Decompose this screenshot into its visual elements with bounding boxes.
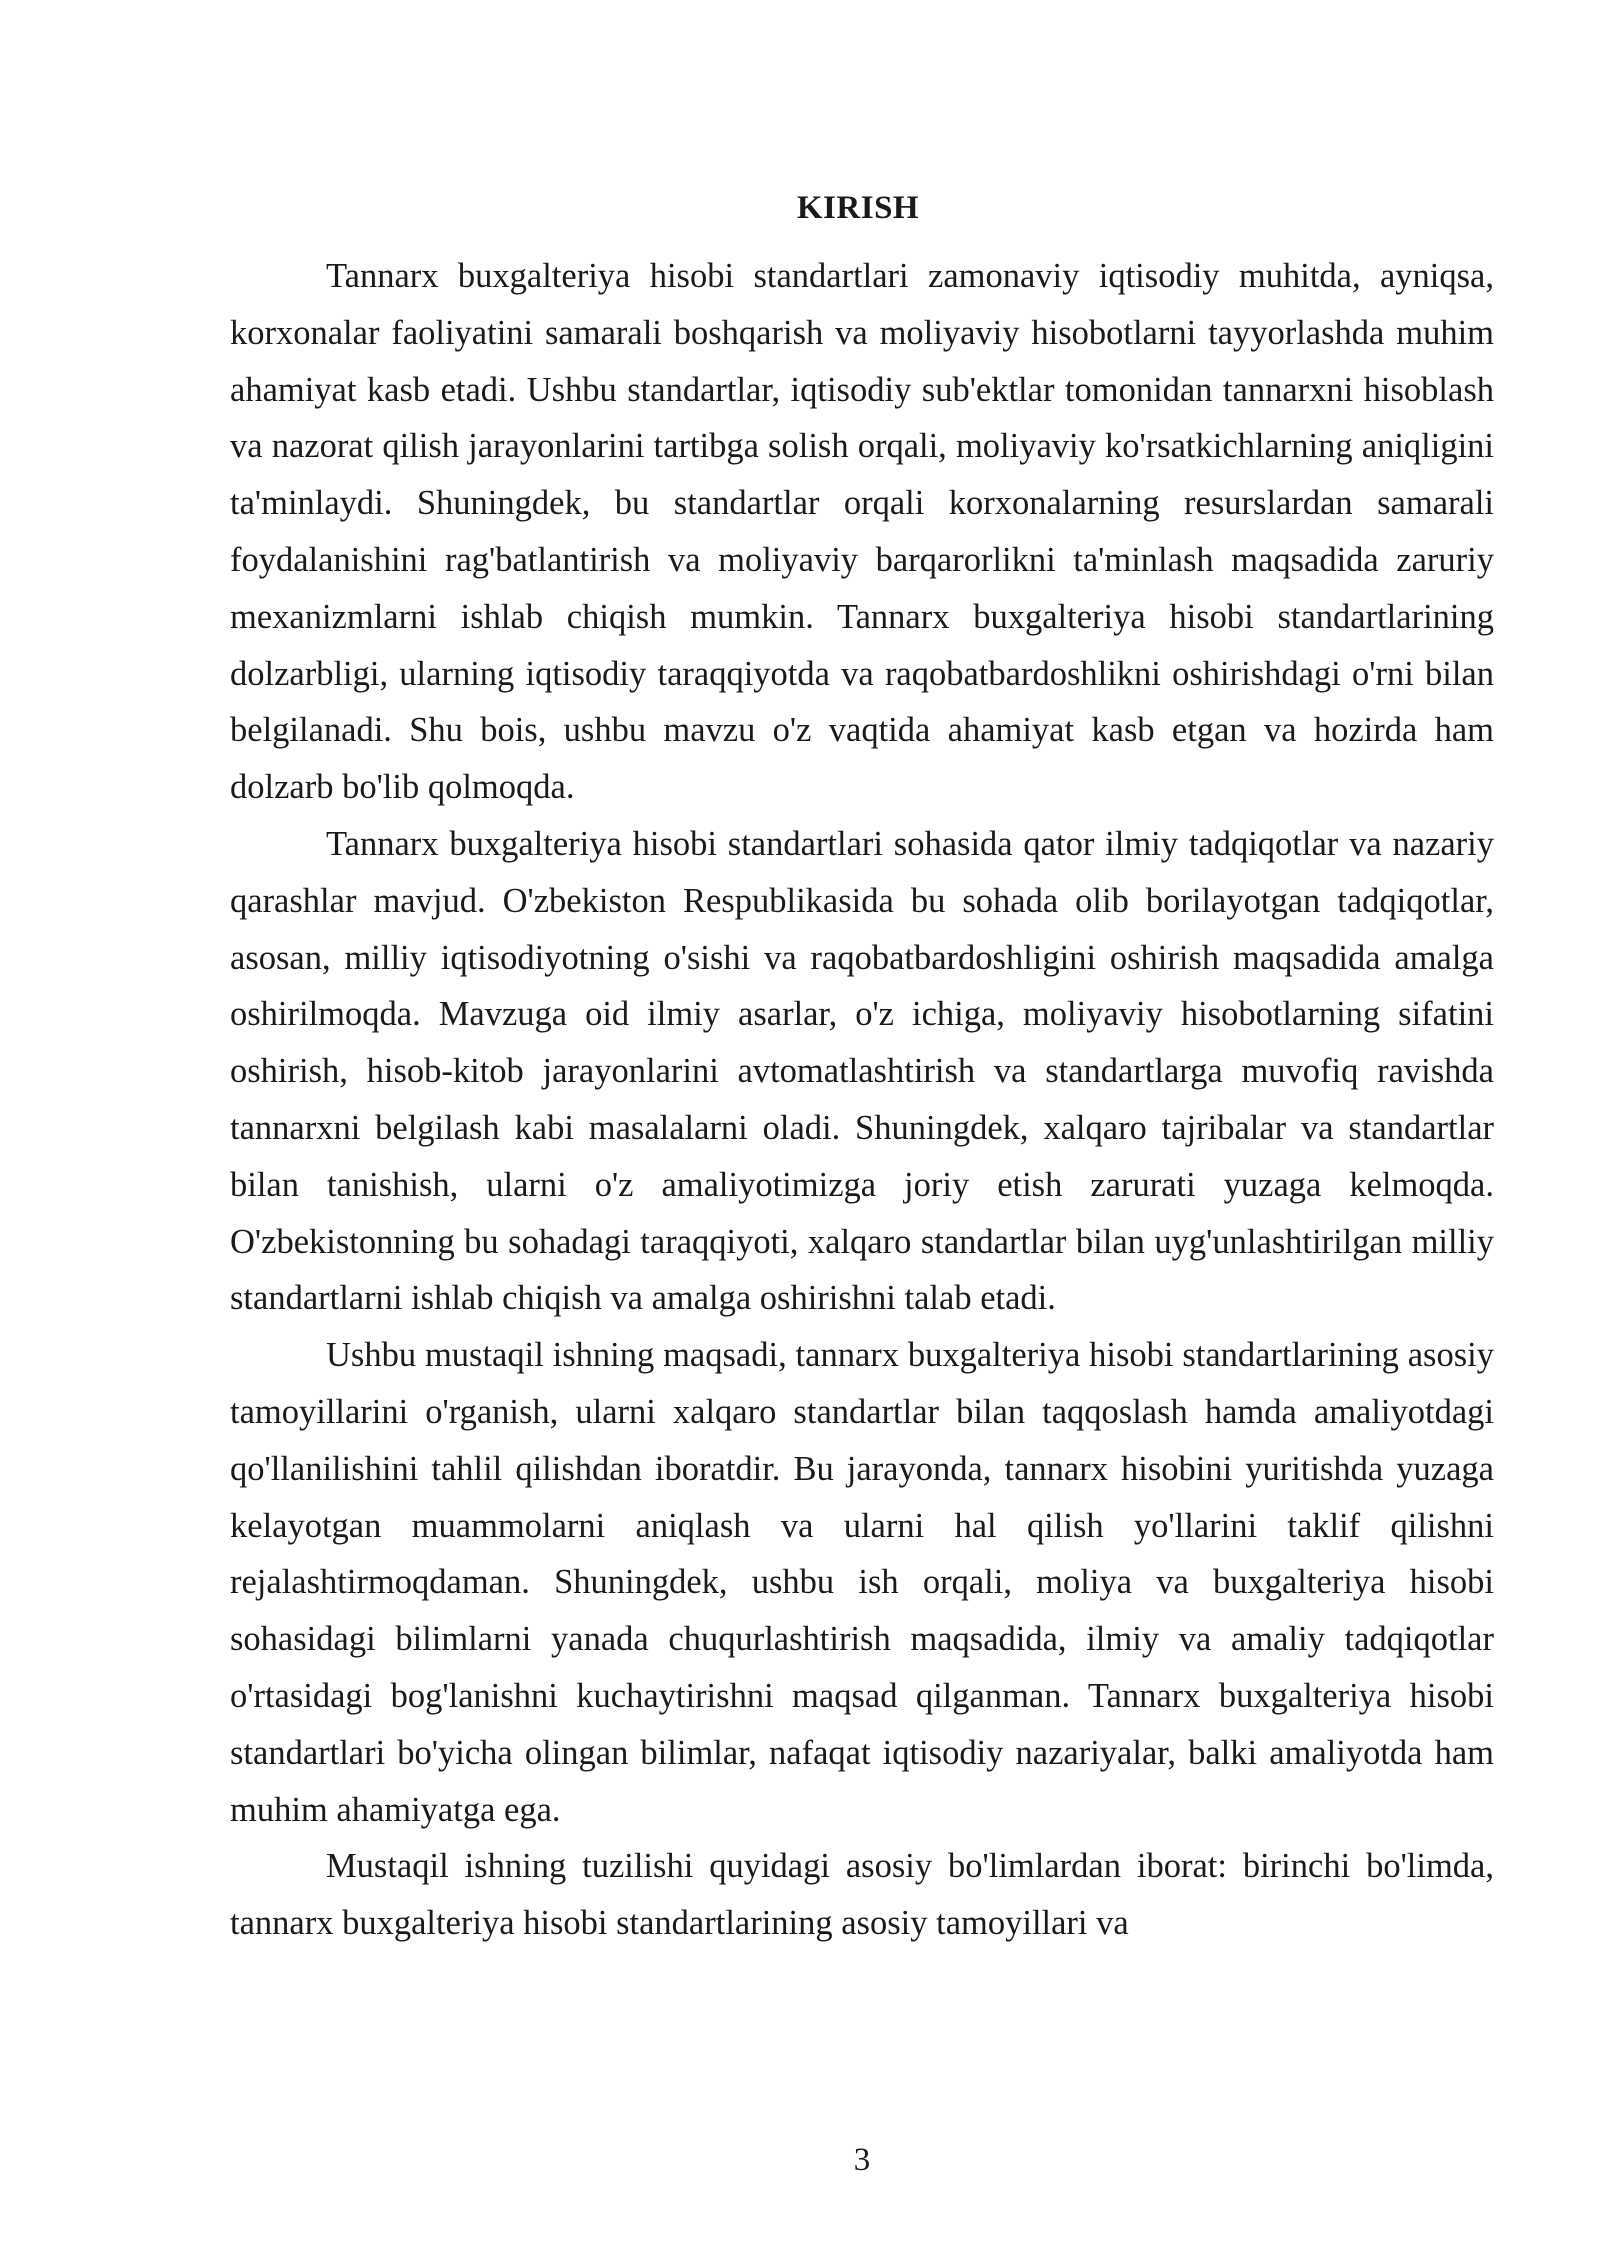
document-body (230, 248, 1494, 1952)
page-number: 3 (853, 2142, 871, 2178)
page-title: KIRISH (796, 190, 920, 227)
paragraph-2: Tannarx buxgalteriya hisobi standartlari sohasida qator ilmiy tadqiqotlar va nazariy qarashlar mavjud. O'zbekiston Respublikasida bu sohada olib borilayotgan tadqiqotlar, asosan, milliy iqtisodiyotning o'sishi va raqobatbardoshligini oshirish maqsadida amalga oshirilmoqda. Mavzuga oid ilmiy asarlar, o'z ichiga, moliyaviy hisobotlarning sifatini oshirish, hisob-kitob jarayonlarini avtomatlashtirish va standartlarga muvofiq ravishda tannarxni belgilash kabi masalalarni oladi. Shuningdek, xalqaro tajribalar va standartlar bilan tanishish, ularni o'z amaliyotimizga joriy etish zarurati yuzaga kelmoqda. O'zbekistonning bu sohadagi taraqqiyoti, xalqaro standartlar bilan uyg'unlashtirilgan milliy standartlarni ishlab chiqish va amalga oshirishni talab etadi. (230, 824, 1494, 1318)
paragraph-3: Ushbu mustaqil ishning maqsadi, tannarx buxgalteriya hisobi standartlarining asosiy tamoyillarini o'rganish, ularni xalqaro standartlar bilan taqqoslash hamda amaliyotdagi qo'llanilishini tahlil qilishdan iboratdir. Bu jarayonda, tannarx hisobini yuritishda yuzaga kelayotgan muammolarni aniqlash va ularni hal qilish yo'llarini taklif qilishni rejalashtirmoqdaman. Shuningdek, ushbu ish orqali, moliya va buxgalteriya hisobi sohasidagi bilimlarni yanada chuqurlashtirish maqsadida, ilmiy va amaliy tadqiqotlar o'rtasidagi bog'lanishni kuchaytirishni maqsad qilganman. Tannarx buxgalteriya hisobi standartlari bo'yicha olingan bilimlar, nafaqat iqtisodiy nazariyalar, balki amaliyotda ham muhim ahamiyatga ega. (230, 1336, 1494, 1829)
paragraph-1: Tannarx buxgalteriya hisobi standartlari zamonaviy iqtisodiy muhitda, ayniqsa, korxonalar faoliyatini samarali boshqarish va moliyaviy hisobotlarni tayyorlashda muhim ahamiyat kasb etadi. Ushbu standartlar, iqtisodiy sub'ektlar tomonidan tannarxni hisoblash va nazorat qilish jarayonlarini tartibga solish orqali, moliyaviy ko'rsatkichlarning aniqligini ta'minlaydi. Shuningdek, bu standartlar orqali korxonalarning resurslardan samarali foydalanishini rag'batlantirish va moliyaviy barqarorlikni ta'minlash maqsadida zaruriy mexanizmlarni ishlab chiqish mumkin. Tannarx buxgalteriya hisobi standartlarining dolzarbligi, ularning iqtisodiy taraqqiyotda va raqobatbardoshlikni oshirishdagi o'rni bilan belgilanadi. Shu bois, ushbu mavzu o'z vaqtida ahamiyat kasb etgan va hozirda ham dolzarb bo'lib qolmoqda. (230, 257, 1494, 807)
paragraph-4: Mustaqil ishning tuzilishi quyidagi asosiy bo'limlardan iborat: birinchi bo'limda, tannarx buxgalteriya hisobi standartlarining asosiy tamoyillari va (230, 1847, 1494, 1943)
